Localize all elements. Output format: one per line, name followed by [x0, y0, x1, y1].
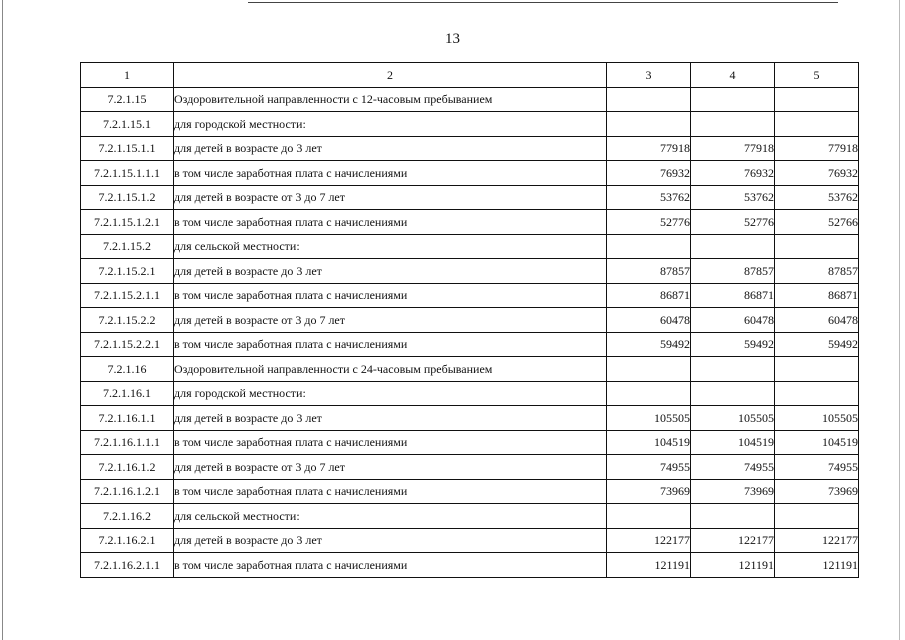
value-col5-cell: 87857 [775, 259, 859, 284]
value-col4-cell: 74955 [691, 455, 775, 480]
value-col3-cell [607, 357, 691, 382]
description-cell: для детей в возрасте до 3 лет [174, 259, 607, 284]
value-col3-cell: 73969 [607, 479, 691, 504]
value-col5-cell [775, 234, 859, 259]
description-cell: в том числе заработная плата с начислениями [174, 553, 607, 578]
header-cell-3: 3 [607, 63, 691, 88]
table-row [81, 455, 859, 480]
value-col3-cell: 122177 [607, 528, 691, 553]
value-col5-cell: 76932 [775, 161, 859, 186]
value-col5-cell: 74955 [775, 455, 859, 480]
value-col4-cell: 59492 [691, 332, 775, 357]
description-cell: в том числе заработная плата с начислениями [174, 479, 607, 504]
value-col5-cell: 77918 [775, 136, 859, 161]
code-cell: 7.2.1.16.2 [81, 504, 174, 529]
table-row [81, 112, 859, 137]
page-number: 13 [445, 31, 460, 47]
value-col3-cell: 104519 [607, 430, 691, 455]
header-cell-2: 2 [174, 63, 607, 88]
value-col5-cell: 122177 [775, 528, 859, 553]
table-row [81, 553, 859, 578]
value-col3-cell: 87857 [607, 259, 691, 284]
value-col3-cell: 52776 [607, 210, 691, 235]
value-col5-cell: 52766 [775, 210, 859, 235]
fees-table-body [81, 63, 859, 578]
value-col4-cell: 73969 [691, 479, 775, 504]
code-cell: 7.2.1.15.1.2 [81, 185, 174, 210]
value-col3-cell: 53762 [607, 185, 691, 210]
table-row [81, 332, 859, 357]
description-cell: Оздоровительной направленности с 12-часовым пребыванием [174, 87, 607, 112]
code-cell: 7.2.1.16.1 [81, 381, 174, 406]
table-row [81, 479, 859, 504]
value-col3-cell [607, 234, 691, 259]
description-cell: для городской местности: [174, 381, 607, 406]
code-cell: 7.2.1.15.2.2.1 [81, 332, 174, 357]
value-col5-cell [775, 504, 859, 529]
value-col4-cell: 121191 [691, 553, 775, 578]
value-col3-cell: 77918 [607, 136, 691, 161]
value-col4-cell [691, 112, 775, 137]
table-row [81, 308, 859, 333]
value-col4-cell [691, 357, 775, 382]
value-col3-cell [607, 87, 691, 112]
code-cell: 7.2.1.15.2 [81, 234, 174, 259]
code-cell: 7.2.1.16.1.2.1 [81, 479, 174, 504]
description-cell: в том числе заработная плата с начислениями [174, 283, 607, 308]
table-row [81, 504, 859, 529]
value-col5-cell: 53762 [775, 185, 859, 210]
description-cell: для сельской местности: [174, 504, 607, 529]
description-cell: для сельской местности: [174, 234, 607, 259]
code-cell: 7.2.1.16 [81, 357, 174, 382]
value-col3-cell: 74955 [607, 455, 691, 480]
code-cell: 7.2.1.15.1.2.1 [81, 210, 174, 235]
value-col5-cell: 105505 [775, 406, 859, 431]
code-cell: 7.2.1.15.1.1 [81, 136, 174, 161]
value-col4-cell [691, 87, 775, 112]
table-row [81, 357, 859, 382]
description-cell: в том числе заработная плата с начислениями [174, 210, 607, 235]
description-cell: для детей в возрасте от 3 до 7 лет [174, 308, 607, 333]
value-col4-cell [691, 504, 775, 529]
value-col4-cell: 52776 [691, 210, 775, 235]
value-col5-cell [775, 112, 859, 137]
code-cell: 7.2.1.16.1.2 [81, 455, 174, 480]
value-col4-cell [691, 234, 775, 259]
value-col5-cell [775, 381, 859, 406]
description-cell: в том числе заработная плата с начислениями [174, 332, 607, 357]
description-cell: для детей в возрасте до 3 лет [174, 406, 607, 431]
value-col4-cell: 122177 [691, 528, 775, 553]
code-cell: 7.2.1.15 [81, 87, 174, 112]
code-cell: 7.2.1.16.2.1 [81, 528, 174, 553]
table-row [81, 259, 859, 284]
value-col4-cell: 77918 [691, 136, 775, 161]
value-col5-cell: 73969 [775, 479, 859, 504]
table-row [81, 234, 859, 259]
value-col3-cell: 59492 [607, 332, 691, 357]
value-col5-cell: 59492 [775, 332, 859, 357]
description-cell: в том числе заработная плата с начислениями [174, 161, 607, 186]
value-col5-cell [775, 87, 859, 112]
table-row [81, 161, 859, 186]
value-col4-cell: 87857 [691, 259, 775, 284]
description-cell: для детей в возрасте от 3 до 7 лет [174, 455, 607, 480]
value-col5-cell [775, 357, 859, 382]
value-col3-cell: 86871 [607, 283, 691, 308]
table-row [81, 381, 859, 406]
code-cell: 7.2.1.16.1.1.1 [81, 430, 174, 455]
table-row [81, 136, 859, 161]
value-col4-cell: 86871 [691, 283, 775, 308]
code-cell: 7.2.1.15.1.1.1 [81, 161, 174, 186]
value-col5-cell: 121191 [775, 553, 859, 578]
table-header-row [81, 63, 859, 88]
value-col5-cell: 60478 [775, 308, 859, 333]
left-scan-edge [2, 0, 3, 640]
value-col4-cell: 53762 [691, 185, 775, 210]
value-col4-cell: 60478 [691, 308, 775, 333]
value-col4-cell [691, 381, 775, 406]
table-row [81, 87, 859, 112]
table-row [81, 185, 859, 210]
description-cell: для детей в возрасте до 3 лет [174, 136, 607, 161]
table-row [81, 406, 859, 431]
description-cell: в том числе заработная плата с начислениями [174, 430, 607, 455]
value-col3-cell [607, 504, 691, 529]
value-col4-cell: 104519 [691, 430, 775, 455]
table-row [81, 283, 859, 308]
value-col3-cell [607, 381, 691, 406]
table-row [81, 430, 859, 455]
fees-table [80, 62, 859, 578]
value-col5-cell: 104519 [775, 430, 859, 455]
description-cell: Оздоровительной направленности с 24-часовым пребыванием [174, 357, 607, 382]
right-scan-edge [899, 0, 900, 640]
table-row [81, 210, 859, 235]
code-cell: 7.2.1.16.1.1 [81, 406, 174, 431]
value-col4-cell: 76932 [691, 161, 775, 186]
code-cell: 7.2.1.16.2.1.1 [81, 553, 174, 578]
description-cell: для городской местности: [174, 112, 607, 137]
value-col3-cell: 60478 [607, 308, 691, 333]
value-col3-cell [607, 112, 691, 137]
table-row [81, 528, 859, 553]
top-rule [248, 2, 838, 3]
header-cell-4: 4 [691, 63, 775, 88]
value-col3-cell: 105505 [607, 406, 691, 431]
code-cell: 7.2.1.15.1 [81, 112, 174, 137]
code-cell: 7.2.1.15.2.1 [81, 259, 174, 284]
value-col5-cell: 86871 [775, 283, 859, 308]
description-cell: для детей в возрасте от 3 до 7 лет [174, 185, 607, 210]
value-col3-cell: 76932 [607, 161, 691, 186]
header-cell-1: 1 [81, 63, 174, 88]
description-cell: для детей в возрасте до 3 лет [174, 528, 607, 553]
code-cell: 7.2.1.15.2.1.1 [81, 283, 174, 308]
header-cell-5: 5 [775, 63, 859, 88]
code-cell: 7.2.1.15.2.2 [81, 308, 174, 333]
value-col4-cell: 105505 [691, 406, 775, 431]
value-col3-cell: 121191 [607, 553, 691, 578]
